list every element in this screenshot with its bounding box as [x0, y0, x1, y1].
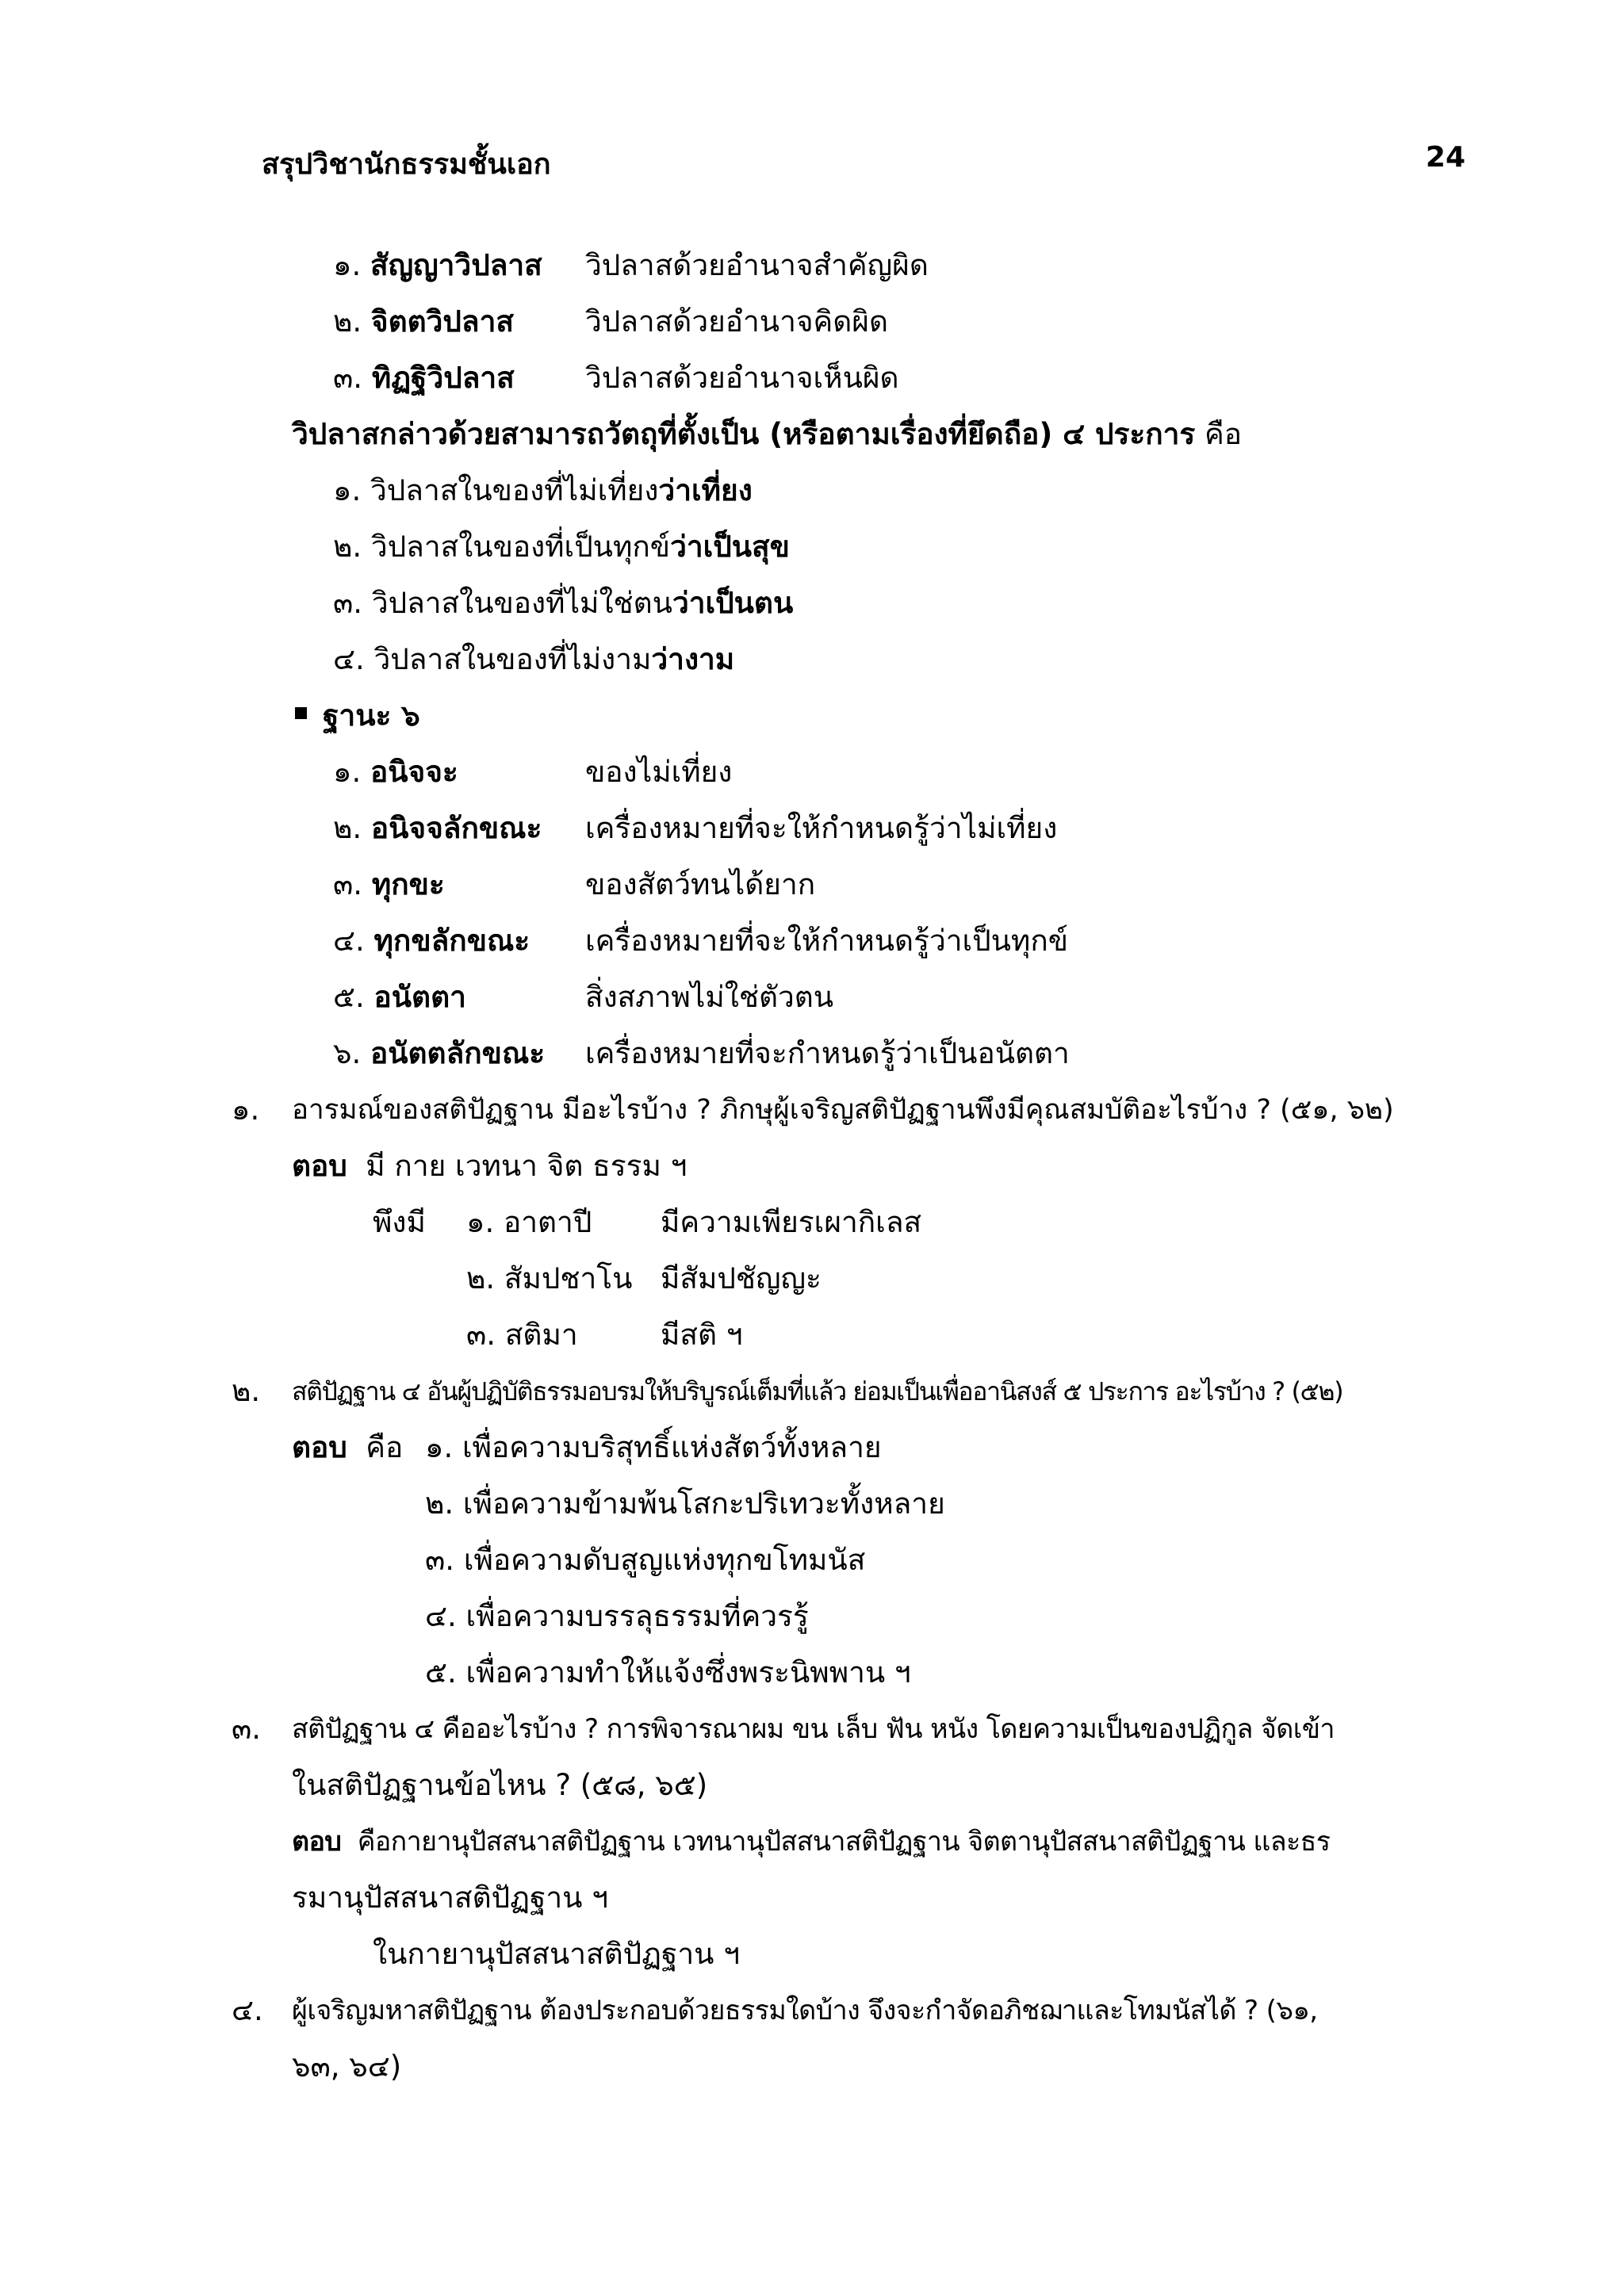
item-number: ๕.: [333, 980, 365, 1014]
question-number: ๒.: [232, 1374, 261, 1408]
item-number: ๔.: [333, 642, 365, 676]
question-text: ผู้เจริญมหาสติปัฏฐาน ต้องประกอบด้วยธรรมใดบ้าง จึงจะกำจัดอภิชฌาและโทมนัสได้ ? (๖๑,: [292, 1995, 1318, 2026]
item-description: ของสัตว์ทนได้ยาก: [585, 867, 816, 901]
item-description: มีสัมปชัญญะ: [661, 1261, 822, 1295]
should-have-label: พึงมี: [373, 1205, 426, 1239]
list-item: [466, 1258, 632, 1299]
item-description: เครื่องหมายที่จะกำหนดรู้ว่าเป็นอนัตตา: [585, 1036, 1070, 1070]
item-term: อนัตตลักขณะ: [370, 1036, 546, 1070]
item-text: วิปลาสในของที่ไม่ใช่ตน: [371, 586, 672, 620]
list-item: [466, 1314, 578, 1356]
list-item: ๑. เพื่อความบริสุทธิ์แห่งสัตว์ทั้งหลาย: [425, 1430, 882, 1464]
list-item: [333, 583, 793, 624]
list-item: [333, 752, 458, 793]
list-item: [333, 920, 530, 962]
heading-bold-text: วิปลาสกล่าวด้วยสามารถวัตถุที่ตั้งเป็น (หรือตามเรื่องที่ยึดถือ) ๔ ประการ: [292, 417, 1196, 451]
list-item: [466, 1202, 592, 1243]
header-title: สรุปวิชานักธรรมชั้นเอก: [262, 148, 551, 181]
question-text: สติปัฏฐาน ๔ อันผู้ปฏิบัติธรรมอบรมให้บริบูรณ์เต็มที่แล้ว ย่อมเป็นเพื่ออานิสงส์ ๕ ประการ อะไรบ้าง ? (๕๒): [292, 1376, 1343, 1406]
answer-line: [292, 1427, 403, 1468]
list-item: ๕. เพื่อความทำให้แจ้งซึ่งพระนิพพาน ฯ: [425, 1655, 911, 1689]
item-text: วิปลาสในของที่ไม่งาม: [373, 642, 652, 676]
item-bold-text: ว่าเที่ยง: [658, 473, 753, 507]
item-bold-text: ว่าเป็นสุข: [670, 530, 790, 564]
section-heading: [295, 695, 420, 737]
answer-text: ในกายานุปัสสนาสติปัฏฐาน ฯ: [373, 1937, 740, 1971]
item-number: ๓.: [466, 1318, 496, 1352]
question-text: สติปัฏฐาน ๔ คืออะไรบ้าง ? การพิจารณาผม ขน เล็บ ฟัน หนัง โดยความเป็นของปฏิกูล จัดเข้า: [292, 1713, 1335, 1745]
list-item: [333, 977, 466, 1018]
list-item: [333, 301, 514, 342]
heading-suffix: คือ: [1195, 417, 1243, 451]
question-text: ในสติปัฏฐานข้อไหน ? (๕๘, ๖๕): [292, 1768, 708, 1802]
answer-label: ตอบ: [292, 1430, 347, 1464]
item-term: จิตตวิปลาส: [370, 304, 514, 339]
item-number: ๒.: [333, 304, 362, 339]
item-number: ๒.: [333, 530, 362, 564]
page-number: 24: [1425, 141, 1465, 174]
item-term: อนัตตา: [373, 980, 466, 1014]
list-item: [333, 808, 542, 849]
question-number: ๑.: [232, 1093, 260, 1127]
question-number: ๔.: [232, 1993, 263, 2027]
item-term: อนิจจลักขณะ: [370, 811, 542, 845]
item-term: ทุกขะ: [371, 867, 445, 901]
item-term: สัญญาวิปลาส: [370, 248, 542, 282]
item-text: วิปลาสในของที่เป็นทุกข์: [370, 530, 671, 564]
list-item: [333, 1033, 545, 1074]
item-number: ๑.: [333, 473, 362, 507]
item-bold-text: ว่าเป็นตน: [672, 586, 794, 620]
item-number: ๓.: [333, 867, 363, 901]
list-item: [333, 639, 734, 680]
item-term: ทุกขลักขณะ: [373, 924, 530, 958]
item-number: ๒.: [333, 811, 362, 845]
answer-text: คือกายานุปัสสนาสติปัฏฐาน เวทนานุปัสสนาสติปัฏฐาน จิตตานุปัสสนาสติปัฏฐาน และธร: [357, 1826, 1331, 1858]
item-number: ๖.: [333, 1036, 362, 1070]
item-number: ๔.: [333, 924, 365, 958]
item-term: สัมปชาโน: [504, 1261, 633, 1295]
item-text: วิปลาสในของที่ไม่เที่ยง: [370, 473, 659, 507]
answer-text: รมานุปัสสนาสติปัฏฐาน ฯ: [292, 1881, 609, 1915]
item-description: วิปลาสด้วยอำนาจคิดผิด: [585, 304, 889, 339]
item-number: ๑.: [466, 1205, 495, 1239]
list-item: ๒. เพื่อความข้ามพ้นโสกะปริเทวะทั้งหลาย: [425, 1487, 945, 1521]
item-description: มีความเพียรเผากิเลส: [661, 1205, 922, 1239]
list-item: ๓. เพื่อความดับสูญแห่งทุกขโทมนัส: [425, 1543, 866, 1577]
item-term: อาตาปี: [504, 1205, 592, 1239]
section-heading: [292, 414, 1242, 455]
question-number: ๓.: [232, 1712, 262, 1746]
list-item: ๔. เพื่อความบรรลุธรรมที่ควรรู้: [425, 1599, 809, 1633]
item-number: ๑.: [333, 755, 362, 789]
item-term: ทิฏฐิวิปลาส: [371, 361, 515, 395]
item-number: ๒.: [466, 1261, 496, 1295]
list-item: [333, 864, 445, 905]
item-description: สิ่งสภาพไม่ใช่ตัวตน: [585, 980, 834, 1014]
item-number: ๓.: [333, 361, 363, 395]
question-text: อารมณ์ของสติปัฏฐาน มีอะไรบ้าง ? ภิกษุผู้เจริญสติปัฏฐานพึงมีคุณสมบัติอะไรบ้าง ? (๕๑, ๖๒): [292, 1094, 1394, 1126]
list-item: [333, 470, 753, 511]
item-bold-text: ว่างาม: [651, 642, 735, 676]
answer-prefix: คือ: [366, 1430, 404, 1464]
item-description: ของไม่เที่ยง: [585, 755, 733, 789]
item-term: อนิจจะ: [370, 755, 458, 789]
list-item: [333, 358, 515, 399]
item-description: วิปลาสด้วยอำนาจเห็นผิด: [585, 361, 899, 395]
item-description: เครื่องหมายที่จะให้กำหนดรู้ว่าไม่เที่ยง: [585, 811, 1058, 845]
item-number: ๓.: [333, 586, 363, 620]
answer-label: ตอบ: [292, 1149, 347, 1183]
item-number: ๑.: [333, 248, 362, 282]
list-item: [333, 245, 542, 286]
heading-text: ฐานะ ๖: [323, 698, 420, 733]
question-text: ๖๓, ๖๔): [292, 2049, 402, 2084]
answer-line: [292, 1821, 1330, 1862]
item-description: วิปลาสด้วยอำนาจสำคัญผิด: [585, 248, 929, 282]
answer-line: [292, 1146, 687, 1187]
list-item: [333, 526, 790, 568]
square-bullet-icon: [295, 707, 307, 719]
answer-text: มี กาย เวทนา จิต ธรรม ฯ: [366, 1149, 688, 1183]
item-description: มีสติ ฯ: [661, 1318, 743, 1352]
answer-label: ตอบ: [292, 1826, 342, 1858]
item-description: เครื่องหมายที่จะให้กำหนดรู้ว่าเป็นทุกข์: [585, 924, 1069, 958]
item-term: สติมา: [504, 1318, 578, 1352]
